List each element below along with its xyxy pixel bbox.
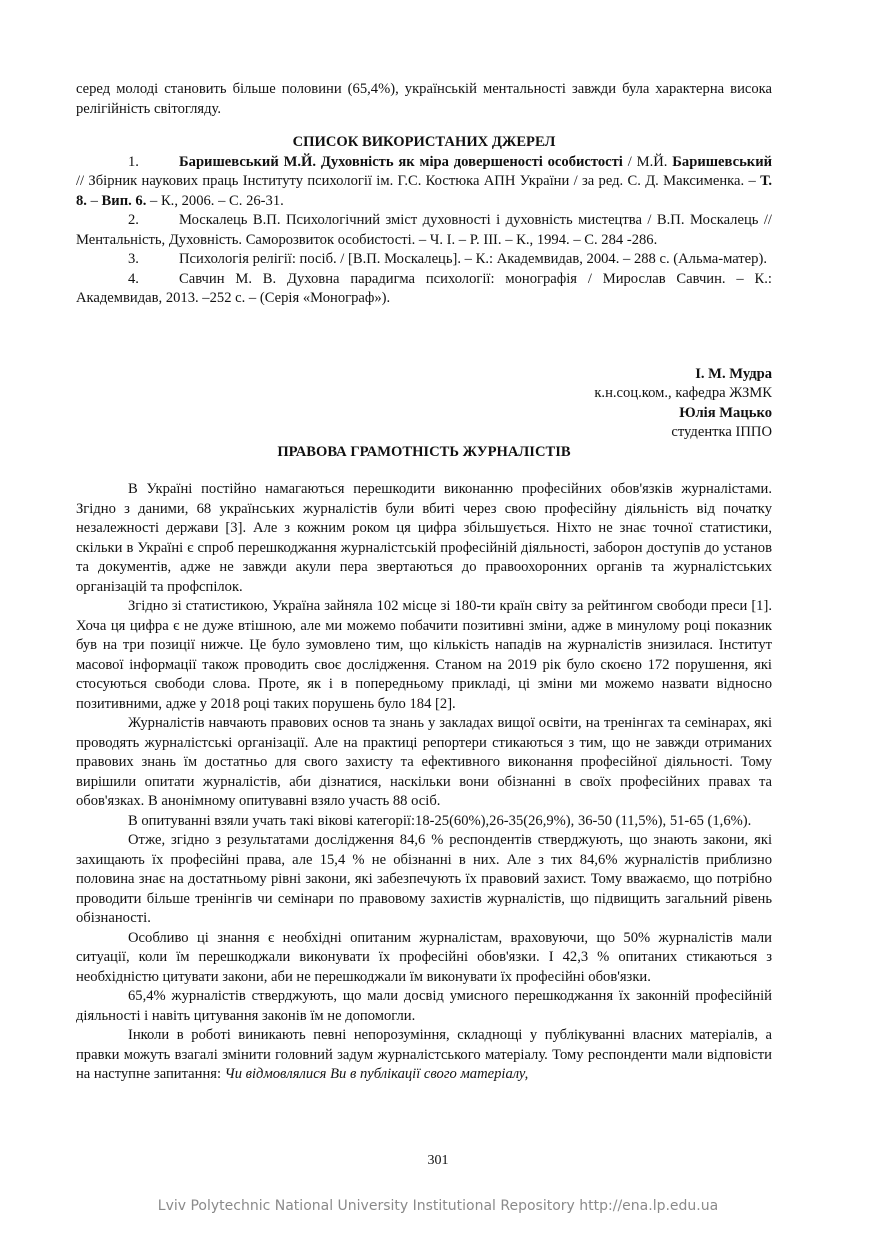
reference-text: – xyxy=(86,192,102,209)
paragraph-text: Інколи в роботі виникають певні непорозуміння, складнощі у публікуванні власних матеріалів, а правки можуть взагалі змінити головний задум журналістського матеріалу. Тому респонденти мали відповісти на наступне запитання: xyxy=(76,1027,772,1082)
reference-number: 2. xyxy=(128,212,139,228)
body-paragraph: 65,4% журналістів стверджують, що мали досвід умисного перешкоджання їх законній професійній діяльності і навіть цитування законів їм не допомогли. xyxy=(76,988,772,1024)
body-paragraph: В опитуванні взяли учать такі вікові категорії:18-25(60%),26-35(26,9%), 36-50 (11,5%), 51-65 (1,6%). xyxy=(128,812,752,829)
reference-author: Баришевський xyxy=(672,153,773,170)
reference-number: 4. xyxy=(128,270,139,287)
question-italic: Чи відмовлялися Ви в публікації свого матеріалу, xyxy=(224,1066,529,1082)
page-body xyxy=(76,80,772,1085)
body-paragraph-last xyxy=(76,1026,772,1085)
reference-item xyxy=(76,211,772,250)
reference-item xyxy=(76,153,772,212)
reference-item xyxy=(76,270,772,309)
reference-text: – К., 2006. – С. 26-31. xyxy=(146,192,284,209)
reference-text: Москалець В.П. Психологічний зміст духовності і духовність мистецтва / В.П. Москалець // Ментальність, Духовність. Саморозвиток особистості. – Ч. І. – Р. ІІІ. – К., 1994. – С. 284 -286. xyxy=(76,212,772,248)
reference-item xyxy=(76,250,772,270)
author-affiliation: к.н.соц.ком., кафедра ЖЗМК xyxy=(594,385,772,401)
intro-paragraph-tail: серед молоді становить більше половини (65,4%), українській ментальності завжди була характерна висока релігійність світогляду. xyxy=(76,81,772,117)
reference-text: // Збірник наукових праць Інституту психології ім. Г.С. Костюка АПН України / за ред. С. Д. Максименка. – xyxy=(76,173,761,189)
page-number: 301 xyxy=(427,1153,449,1168)
author-affiliation: студентка ІППО xyxy=(671,424,772,440)
author-name: І. М. Мудра xyxy=(695,365,772,382)
author-name: Юлія Мацько xyxy=(679,404,772,421)
reference-text: Психологія релігії: посіб. / [В.П. Москалець]. – К.: Академвидав, 2004. – 288 с. (Альма-матер). xyxy=(179,251,767,267)
repository-footer: Lviv Polytechnic National University Institutional Repository http://ena.lp.edu.ua xyxy=(157,1198,719,1214)
body-paragraph: Отже, згідно з результатами дослідження 84,6 % респондентів стверджують, що знають закони, які захищають їх професійні права, але 15,4 % не обізнанні в них. Але з тих 84,6% журналістів приблизно половина знає на достатньому рівні закони, які забезпечують їх правовий захист. Тому вважаємо, що потрібно проводити більше тренінгів чи семінари по правовому захистів журналістів, що підвищить загальний рівень обізнаності. xyxy=(76,832,772,926)
body-paragraph: В Україні постійно намагаються перешкодити виконанню професійних обов'язків журналістами. Згідно з даними, 68 українських журналістів були вбиті через свою професійну діяльність від початку незалежності держави [3]. Але з кожним роком ця цифра збільшується. Ніхто не знає точної статистики, скільки в Україні є спроб перешкоджання журналістській професійній діяльності, заборон доступів до установ та документів, адже не завжди акули пера звертаються до правоохоронних органів та журналістських організацій та профспілок. xyxy=(76,481,772,595)
reference-volume: Т. 8. xyxy=(76,173,772,209)
reference-issue: Вип. 6. xyxy=(101,192,147,209)
reference-author-title: Баришевський М.Й. Духовність як міра довершеності особистості xyxy=(179,153,623,170)
body-paragraph: Згідно зі статистикою, Україна зайняла 102 місце зі 180-ти країн світу за рейтингом свободи преси [1]. Хоча ця цифра є не дуже втішною, але ми можемо побачити позитивні зміни, адже в минулому році показник був на три позиції нижче. Це було зумовлено тим, що кількість нападів на журналістів знизилася. Інститут масової інформації також проводить своє дослідження. Станом на 2019 рік було скоєно 172 порушення, які стосуються свободи слова. Проте, як і в попередньому прикладі, ці зміни ми можемо назвати відносно позитивними, адже у 2018 році таких порушень було 184 [2]. xyxy=(76,598,772,712)
body-paragraph: Особливо ці знання є необхідні опитаним журналістам, враховуючи, що 50% журналістів мали ситуації, коли їм перешкоджали виконувати їх професійні обов'язки. І 42,3 % опитаних стикаються з необхідністю цитувати закони, аби не перешкоджали їм виконувати їх професійні обов'язки. xyxy=(76,929,772,985)
reference-number: 1. xyxy=(128,153,139,170)
reference-number: 3. xyxy=(128,251,139,267)
reference-text: / М.Й. xyxy=(622,153,673,170)
reference-text: Савчин М. В. Духовна парадигма психології: монографія / Мирослав Савчин. – К.: Академвидав, 2013. –252 с. – (Серія «Монограф»). xyxy=(76,270,772,306)
body-paragraph: Журналістів навчають правових основ та знань у закладах вищої освіти, на тренінгах та семінарах, які проводять журналістські організації. Але на практиці репортери стикаються з тим, що не завжди отриманих правових знань їм достатньо для свого захисту та ефективного виконання професійної діяльності. Тому вирішили опитати журналістів, аби дізнатися, наскільки вони обізнанні в своїх професійних правах та обов'язках. В анонімному опитувавні взяло участь 88 осіб. xyxy=(76,715,772,809)
references-title: СПИСОК ВИКОРИСТАНИХ ДЖЕРЕЛ xyxy=(292,134,556,150)
article-title: ПРАВОВА ГРАМОТНІСТЬ ЖУРНАЛІСТІВ xyxy=(277,443,571,460)
